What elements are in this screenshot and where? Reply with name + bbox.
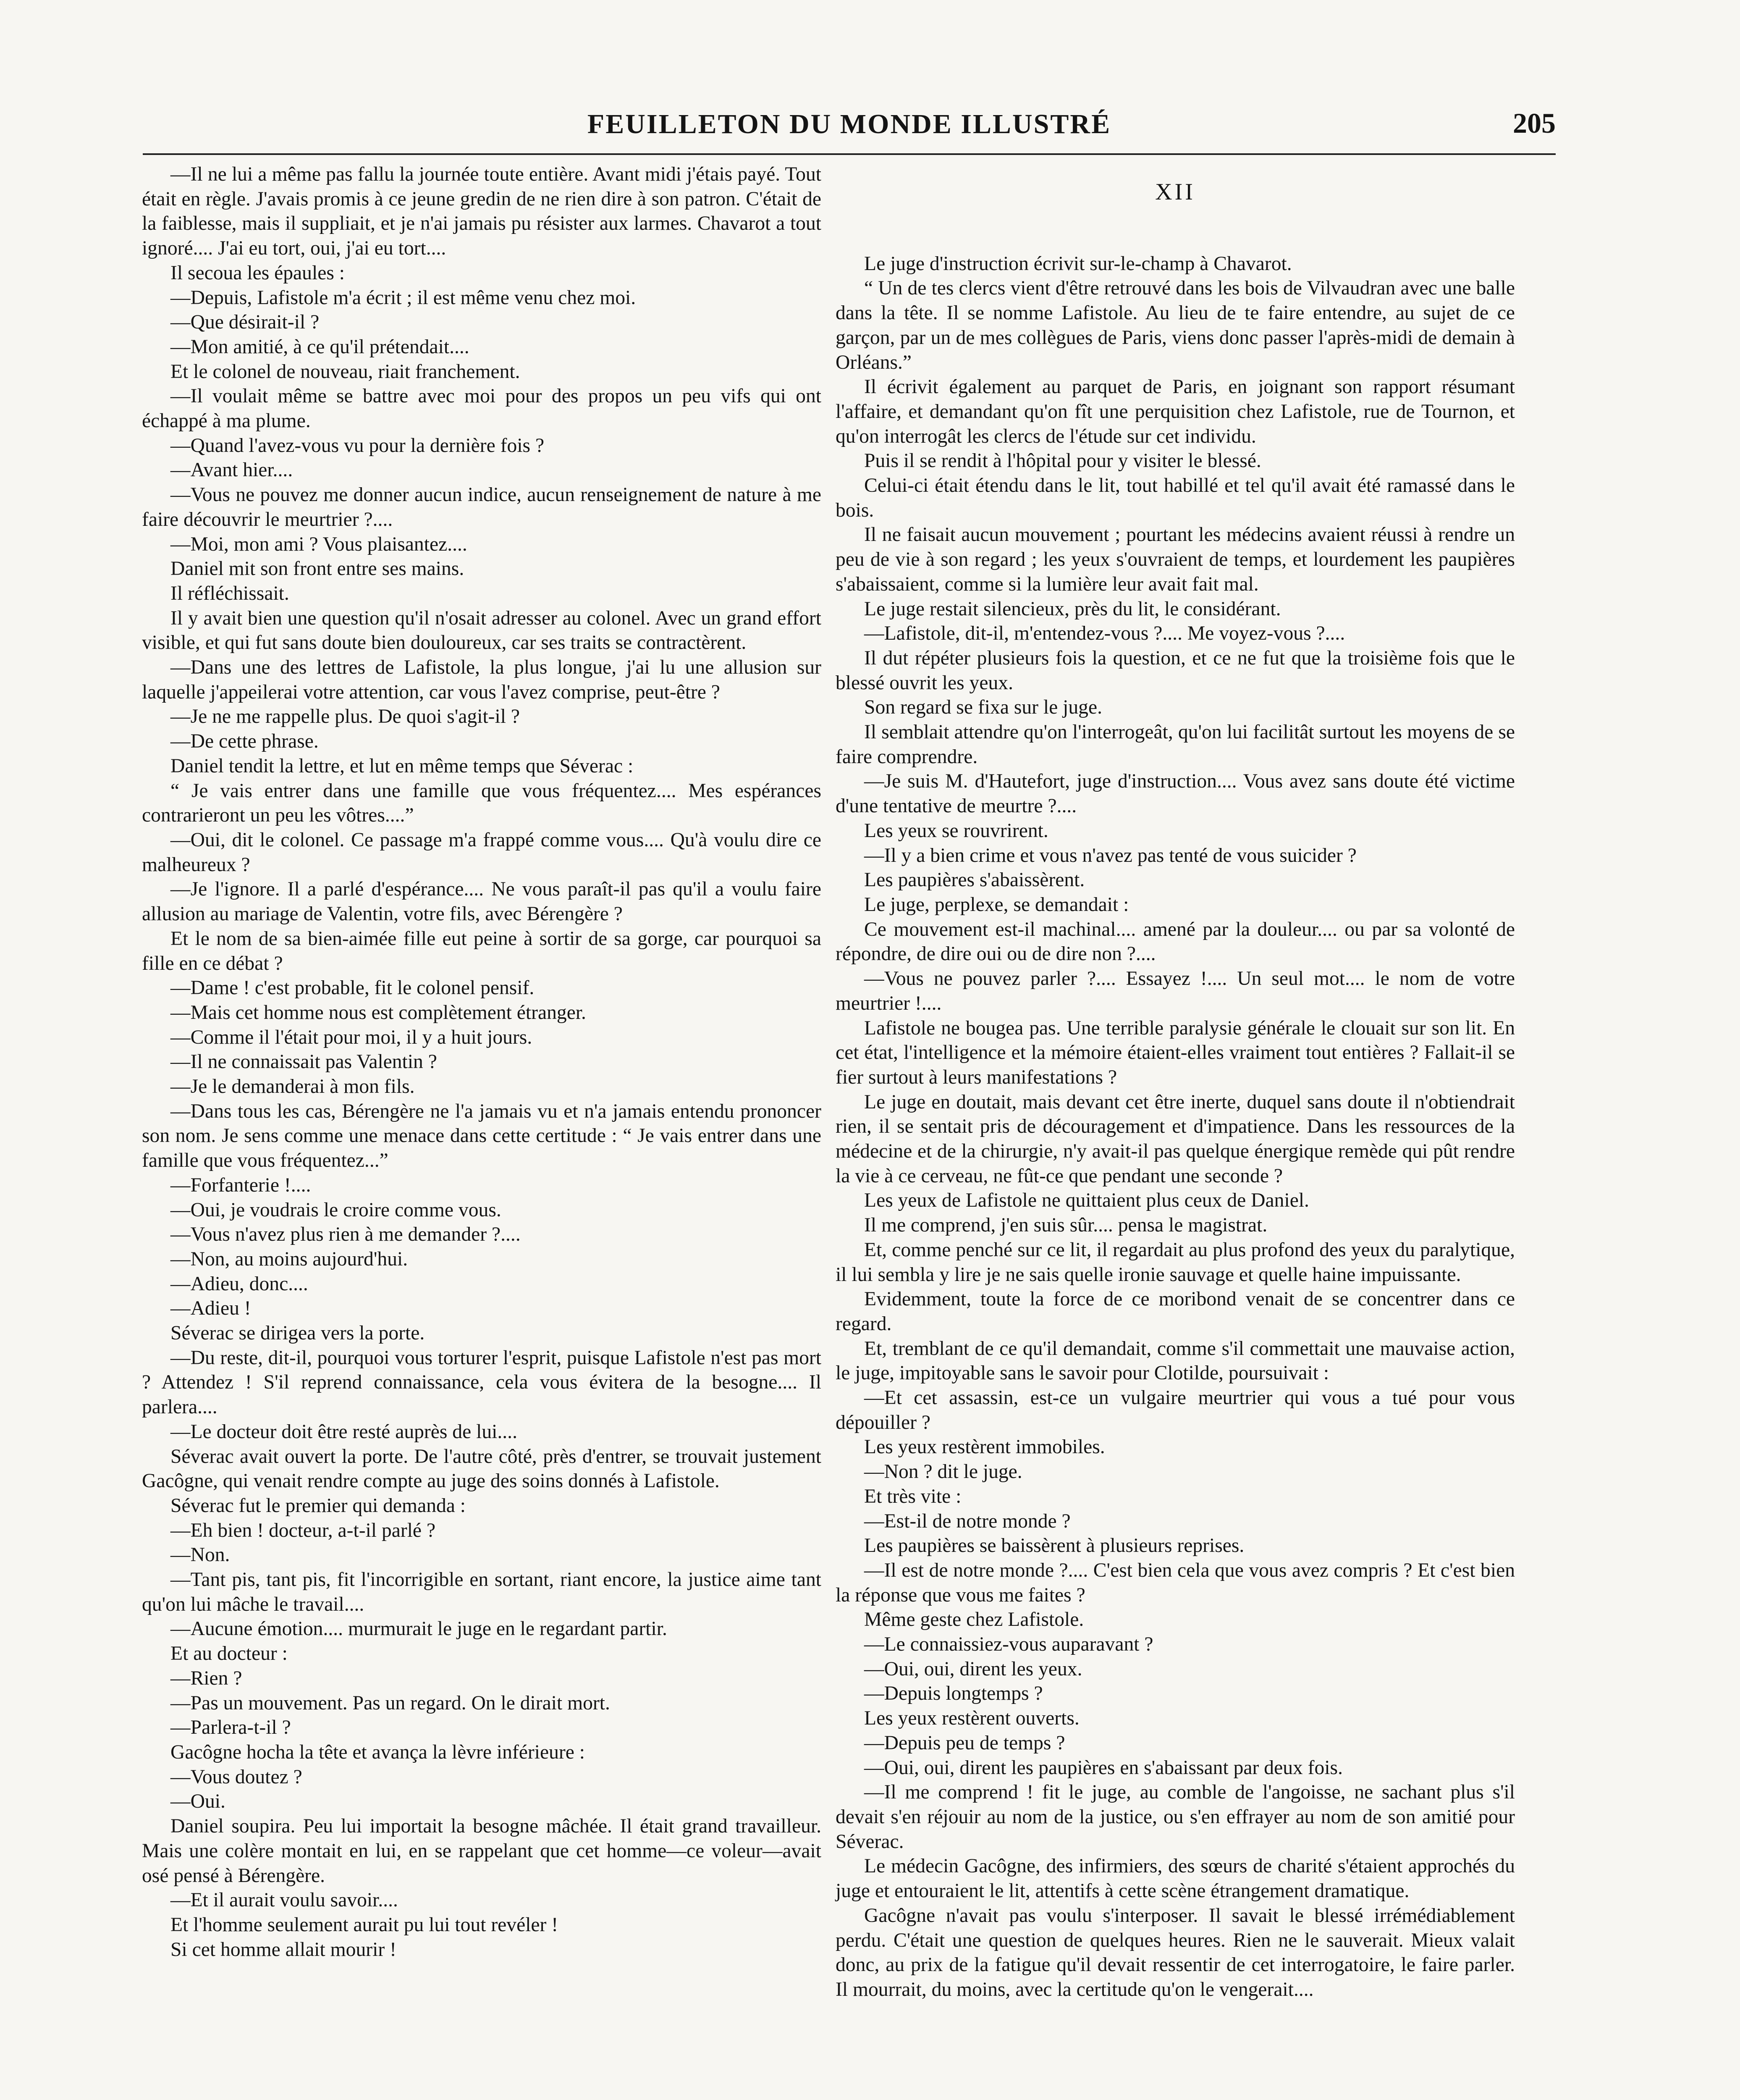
left-column-paragraph: Séverac avait ouvert la porte. De l'autre côté, près d'entrer, se trouvait justement Gacôgne, qui venait rendre compte au juge des soins donnés à Lafistole.	[142, 1445, 821, 1492]
left-column-paragraph: —Je le demanderai à mon fils.	[170, 1076, 415, 1098]
left-column-paragraph: —Dans tous les cas, Bérengère ne l'a jamais vu et n'a jamais entendu prononcer son nom. Je sens comme une menace dans cette certitude : “ Je vais entrer dans une famille que vous fréquentez...”	[142, 1100, 821, 1172]
right-column-paragraph: —Est-il de notre monde ?	[864, 1510, 1071, 1532]
left-column-paragraph: —Avant hier....	[170, 459, 293, 481]
left-column-paragraph: —Moi, mon ami ? Vous plaisantez....	[170, 533, 467, 555]
left-column-paragraph: Gacôgne hocha la tête et avança la lèvre inférieure :	[170, 1741, 585, 1763]
left-column-paragraph: Et le colonel de nouveau, riait franchement.	[170, 360, 520, 383]
right-column-paragraph: Puis il se rendit à l'hôpital pour y visiter le blessé.	[864, 450, 1261, 472]
right-column-paragraph: —Il est de notre monde ?.... C'est bien cela que vous avez compris ? Et c'est bien la réponse que vous me faites ?	[836, 1559, 1515, 1606]
right-column-paragraph: —Non ? dit le juge.	[864, 1461, 1022, 1483]
right-column-paragraph: Le juge restait silencieux, près du lit, le considérant.	[864, 598, 1281, 620]
right-column-paragraph: —Il me comprend ! fit le juge, au comble de l'angoisse, ne sachant plus s'il devait s'en réjouir au nom de la justice, ou s'en effrayer au nom de son amitié pour Séverac.	[836, 1781, 1515, 1853]
right-column-paragraph: —Oui, oui, dirent les yeux.	[864, 1658, 1082, 1680]
left-column	[142, 162, 821, 1962]
right-column-paragraph: —Lafistole, dit-il, m'entendez-vous ?.... Me voyez-vous ?....	[864, 622, 1345, 645]
right-column-paragraph: Même geste chez Lafistole.	[864, 1609, 1084, 1631]
right-column-paragraph: Le juge en doutait, mais devant cet être inerte, duquel sans doute il n'obtiendrait rien, il se sentait pris de découragement et d'impatience. Dans les ressources de la médecine et de la chirurgie, n'y avait-il pas quelque énergique remède qui pût rendre la vie à ce cerveau, ne fût-ce que pendant une seconde ?	[836, 1091, 1515, 1187]
left-column-paragraph: Et l'homme seulement aurait pu lui tout revéler !	[170, 1914, 558, 1936]
left-column-paragraph: —Vous n'avez plus rien à me demander ?....	[170, 1223, 521, 1246]
right-column-paragraph: —Vous ne pouvez parler ?.... Essayez !.... Un seul mot.... le nom de votre meurtrier !....	[836, 968, 1515, 1014]
left-column-paragraph: Il y avait bien une question qu'il n'osait adresser au colonel. Avec un grand effort visible, et qui fut sans doute bien douloureux, car ses traits se contractèrent.	[142, 607, 821, 654]
right-column-paragraph: Le juge d'instruction écrivit sur-le-champ à Chavarot.	[864, 252, 1292, 275]
left-column-paragraph: —Le docteur doit être resté auprès de lui....	[170, 1420, 517, 1443]
right-column-paragraph: Les paupières se baissèrent à plusieurs reprises.	[864, 1535, 1245, 1557]
left-column-paragraph: Daniel soupira. Peu lui importait la besogne mâchée. Il était grand travailleur. Mais une colère montait en lui, en se rappelant que cet homme—ce voleur—avait osé pensé à Bérengère.	[142, 1815, 821, 1887]
right-column-paragraph: Les yeux de Lafistole ne quittaient plus ceux de Daniel.	[864, 1189, 1309, 1212]
left-column-paragraph: —Adieu, donc....	[170, 1273, 308, 1295]
left-column-paragraph: —Mon amitié, à ce qu'il prétendait....	[170, 336, 469, 358]
right-column-paragraph: —Le connaissiez-vous auparavant ?	[864, 1633, 1153, 1656]
left-column-paragraph: —Il voulait même se battre avec moi pour des propos un peu vifs qui ont échappé à ma plume.	[142, 385, 821, 432]
header-title: FEUILLETON DU MONDE ILLUSTRÉ	[587, 109, 1111, 139]
left-column-paragraph: —Dans une des lettres de Lafistole, la plus longue, j'ai lu une allusion sur laquelle j'appeilerai votre attention, car vous l'avez comprise, peut-être ?	[142, 656, 821, 703]
left-column-paragraph: —Depuis, Lafistole m'a écrit ; il est même venu chez moi.	[170, 286, 636, 309]
header-rule	[143, 153, 1556, 155]
left-column-paragraph: —Il ne lui a même pas fallu la journée toute entière. Avant midi j'étais payé. Tout était en règle. J'avais promis à ce jeune gredin de ne rien dire à son patron. C'était de la faiblesse, mais il suppliait, et je n'ai jamais pu résister aux larmes. Chavarot a tout ignoré.... J'ai eu tort, oui, j'ai eu tort....	[142, 163, 821, 260]
left-column-paragraph: —Je l'ignore. Il a parlé d'espérance.... Ne vous paraît-il pas qu'il a voulu faire allusion au mariage de Valentin, votre fils, avec Bérengère ?	[142, 878, 821, 925]
right-column-paragraph: Le juge, perplexe, se demandait :	[864, 893, 1129, 916]
right-column-paragraph: Les yeux se rouvrirent.	[864, 819, 1048, 842]
left-column-paragraph: —Forfanterie !....	[170, 1174, 311, 1196]
left-column-paragraph: —Tant pis, tant pis, fit l'incorrigible en sortant, riant encore, la justice aime tant qu'on lui mâche le travail....	[142, 1569, 821, 1615]
right-column-paragraph: Il semblait attendre qu'on l'interrogeât, qu'on lui facilitât surtout les moyens de se faire comprendre.	[836, 721, 1515, 768]
right-column-paragraph: —Il y a bien crime et vous n'avez pas tenté de vous suicider ?	[864, 844, 1357, 866]
right-column-paragraph: Il écrivit également au parquet de Paris, en joignant son rapport résumant l'affaire, et demandant qu'on fît une perquisition chez Lafistole, rue de Tournon, et qu'on interrogât les clercs de l'étude sur cet individu.	[836, 376, 1515, 447]
left-column-paragraph: —Rien ?	[170, 1667, 242, 1689]
left-column-paragraph: —Parlera-t-il ?	[170, 1717, 291, 1739]
right-column-paragraph: “ Un de tes clercs vient d'être retrouvé dans les bois de Vilvaudran avec une balle dans la tête. Il se nomme Lafistole. Au lieu de te faire entendre, au sujet de ce garçon, par un de mes collègues de Paris, viens donc passer l'après-midi de demain à Orléans.”	[836, 277, 1515, 373]
right-column-paragraph: Ce mouvement est-il machinal.... amené par la douleur.... ou par sa volonté de répondre, de dire oui ou de dire non ?....	[836, 918, 1515, 965]
left-column-paragraph: —Il ne connaissait pas Valentin ?	[170, 1051, 437, 1073]
left-column-paragraph: Il réfléchissait.	[170, 582, 289, 604]
right-column-paragraph: Lafistole ne bougea pas. Une terrible paralysie générale le clouait sur son lit. En cet état, l'intelligence et la mémoire étaient-elles vraiment tout entières ? Fallait-il se fier surtout à leurs manifestations ?	[836, 1017, 1515, 1088]
left-column-paragraph: —Oui, dit le colonel. Ce passage m'a frappé comme vous.... Qu'à voulu dire ce malheureux ?	[142, 829, 821, 876]
right-column-paragraph: Et, tremblant de ce qu'il demandait, comme s'il commettait une mauvaise action, le juge, impitoyable sans le savoir pour Clotilde, poursuivait :	[836, 1337, 1515, 1384]
left-column-paragraph: —Eh bien ! docteur, a-t-il parlé ?	[170, 1519, 436, 1541]
left-column-paragraph: —Du reste, dit-il, pourquoi vous torturer l'esprit, puisque Lafistole n'est pas mort ? Attendez ! S'il reprend connaissance, cela vous évitera de la besogne.... Il parlera....	[142, 1347, 821, 1418]
left-column-paragraph: Daniel tendit la lettre, et lut en même temps que Séverac :	[170, 755, 634, 777]
page-header	[143, 108, 1556, 150]
left-column-paragraph: —Et il aurait voulu savoir....	[170, 1889, 398, 1911]
right-column-paragraph: Evidemment, toute la force de ce moribond venait de se concentrer dans ce regard.	[836, 1288, 1515, 1335]
right-column-paragraph: —Et cet assassin, est-ce un vulgaire meurtrier qui vous a tué pour vous dépouiller ?	[836, 1387, 1515, 1433]
left-column-paragraph: —Comme il l'était pour moi, il y a huit jours.	[170, 1026, 532, 1048]
left-column-paragraph: —De cette phrase.	[170, 730, 319, 753]
left-column-paragraph: Daniel mit son front entre ses mains.	[170, 558, 464, 580]
left-column-paragraph: “ Je vais entrer dans une famille que vous fréquentez.... Mes espérances contrarieront un peu les vôtres....”	[142, 780, 821, 827]
right-column-paragraph: —Depuis longtemps ?	[864, 1683, 1043, 1705]
left-column-paragraph: Et au docteur :	[170, 1643, 288, 1665]
right-column-paragraph: Les yeux restèrent immobiles.	[864, 1436, 1105, 1458]
right-column-paragraph: Le médecin Gacôgne, des infirmiers, des sœurs de charité s'étaient approchés du juge et entouraient le lit, attentifs à cette scène étrangement dramatique.	[836, 1855, 1515, 1902]
right-column-paragraph: Il dut répéter plusieurs fois la question, et ce ne fut que la troisième fois que le blessé ouvrit les yeux.	[836, 647, 1515, 694]
right-column-paragraph: Et très vite :	[864, 1485, 962, 1507]
left-column-paragraph: —Vous doutez ?	[170, 1766, 302, 1788]
right-column-paragraph: Il ne faisait aucun mouvement ; pourtant les médecins avaient réussi à rendre un peu de vie à son regard ; les yeux s'ouvraient de temps, et lourdement les paupières s'abaissaient, comme si la lumière leur avait fait mal.	[836, 524, 1515, 595]
left-column-paragraph: —Dame ! c'est probable, fit le colonel pensif.	[170, 977, 535, 999]
left-column-paragraph: Si cet homme allait mourir !	[170, 1938, 396, 1961]
left-column-paragraph: —Je ne me rappelle plus. De quoi s'agit-il ?	[170, 706, 520, 728]
right-column-paragraph: Celui-ci était étendu dans le lit, tout habillé et tel qu'il avait été ramassé dans le bois.	[836, 475, 1515, 521]
left-column-paragraph: Séverac fut le premier qui demanda :	[170, 1494, 466, 1517]
left-column-paragraph: —Adieu !	[170, 1297, 251, 1320]
right-column-paragraph: —Oui, oui, dirent les paupières en s'abaissant par deux fois.	[864, 1756, 1343, 1779]
left-column-paragraph: Séverac se dirigea vers la porte.	[170, 1322, 425, 1344]
left-column-paragraph: —Non, au moins aujourd'hui.	[170, 1248, 408, 1270]
page-number: 205	[1513, 107, 1556, 139]
left-column-paragraph: —Aucune émotion.... murmurait le juge en le regardant partir.	[170, 1618, 667, 1640]
left-column-paragraph: Et le nom de sa bien-aimée fille eut peine à sortir de sa gorge, car pourquoi sa fille en ce débat ?	[142, 927, 821, 974]
right-column-paragraph: Les paupières s'abaissèrent.	[864, 869, 1085, 891]
left-column-paragraph: —Non.	[170, 1544, 230, 1566]
left-column-paragraph: Il secoua les épaules :	[170, 262, 345, 284]
right-column-paragraph: Son regard se fixa sur le juge.	[864, 696, 1102, 719]
right-column-paragraph: Gacôgne n'avait pas voulu s'interposer. Il savait le blessé irrémédiablement perdu. C'était une question de quelques heures. Rien ne le sauverait. Mieux valait donc, au prix de la fatigue qu'il devait ressentir de cet interrogatoire, le faire parler. Il mourrait, du moins, avec la certitude qu'on le vengerait....	[836, 1904, 1515, 2000]
left-column-paragraph: —Quand l'avez-vous vu pour la dernière fois ?	[170, 434, 545, 457]
left-column-paragraph: —Oui, je voudrais le croire comme vous.	[170, 1199, 501, 1221]
right-column-paragraph: Et, comme penché sur ce lit, il regardait au plus profond des yeux du paralytique, il lui sembla y lire je ne sais quelle ironie sauvage et quelle haine impuissante.	[836, 1239, 1515, 1286]
left-column-paragraph: —Pas un mouvement. Pas un regard. On le dirait mort.	[170, 1692, 610, 1714]
right-column-paragraph: Il me comprend, j'en suis sûr.... pensa le magistrat.	[864, 1214, 1268, 1236]
right-column-paragraph: —Je suis M. d'Hautefort, juge d'instruction.... Vous avez sans doute été victime d'une tentative de meurtre ?....	[836, 770, 1515, 817]
right-column-paragraph: —Depuis peu de temps ?	[864, 1732, 1065, 1754]
left-column-paragraph: —Vous ne pouvez me donner aucun indice, aucun renseignement de nature à me faire découvrir le meurtrier ?....	[142, 484, 821, 530]
chapter-heading: XII	[1155, 179, 1195, 205]
right-column	[836, 162, 1515, 2002]
left-column-paragraph: —Que désirait-il ?	[170, 311, 320, 333]
left-column-paragraph: —Mais cet homme nous est complètement étranger.	[170, 1001, 586, 1024]
right-column-paragraph: Les yeux restèrent ouverts.	[864, 1707, 1080, 1730]
left-column-paragraph: —Oui.	[170, 1790, 225, 1813]
